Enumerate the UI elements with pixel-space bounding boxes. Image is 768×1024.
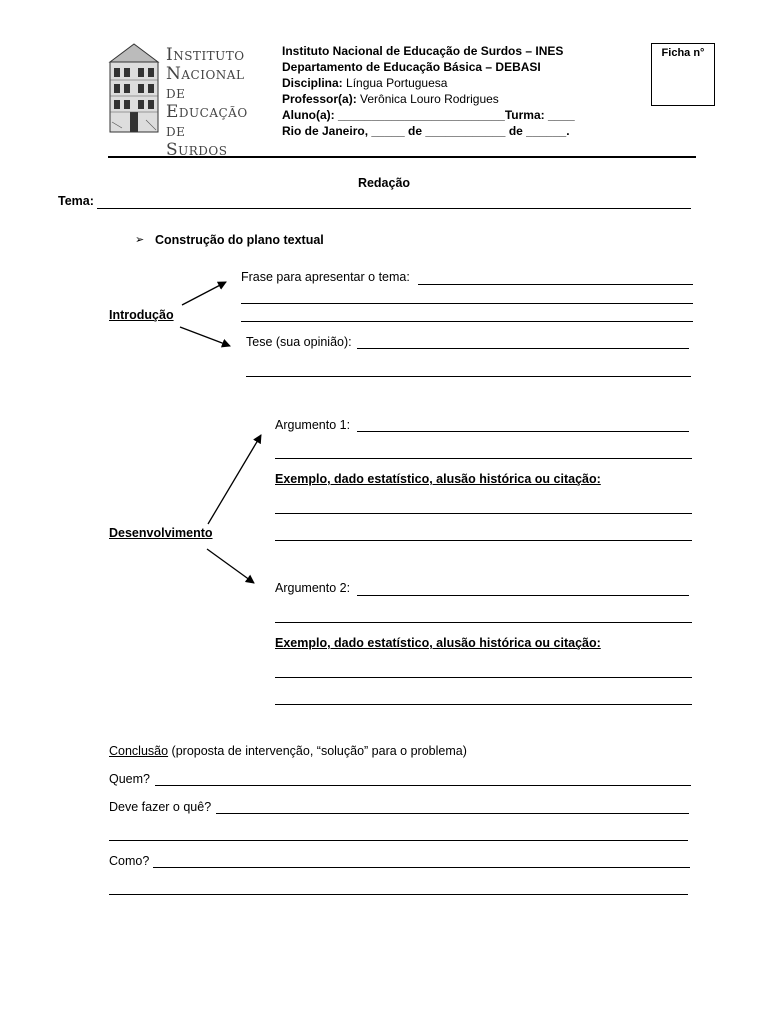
quem-label: Quem?: [109, 772, 150, 786]
argumento-2-label: Argumento 2:: [275, 581, 351, 595]
discipline-value: Língua Portuguesa: [346, 76, 448, 90]
section-heading: Construção do plano textual: [155, 233, 324, 247]
exemplo-2-line[interactable]: [275, 677, 692, 678]
department-name: Departamento de Educação Básica – DEBASI: [282, 60, 541, 74]
tema-field[interactable]: [97, 208, 691, 209]
como-line[interactable]: [109, 894, 688, 895]
frase-label: Frase para apresentar o tema:: [241, 270, 410, 284]
argumento-2-line[interactable]: [275, 622, 692, 623]
date-row[interactable]: Rio de Janeiro, _____ de ____________ de ______.: [282, 124, 570, 138]
exemplo-2-label: Exemplo, dado estatístico, alusão histórica ou citação:: [275, 636, 601, 650]
student-row[interactable]: Aluno(a): _________________________Turma: ____: [282, 108, 575, 122]
bullet-arrow-icon: ➢: [135, 234, 145, 246]
introducao-label: Introdução: [109, 308, 174, 322]
argumento-1-field[interactable]: [357, 431, 689, 432]
ines-logo: [108, 42, 258, 160]
exemplo-1-line[interactable]: [275, 540, 692, 541]
tese-line[interactable]: [246, 376, 691, 377]
deve-line[interactable]: [109, 840, 688, 841]
frase-field[interactable]: [418, 284, 693, 285]
teacher-row: [282, 92, 499, 107]
exemplo-1-label: Exemplo, dado estatístico, alusão histórica ou citação:: [275, 472, 601, 486]
logo-line-1: Instituto: [166, 45, 245, 65]
conclusao-description: (proposta de intervenção, “solução” para o problema): [168, 744, 467, 758]
tema-label: Tema:: [58, 194, 94, 208]
ficha-box[interactable]: [651, 43, 715, 106]
conclusao-label: Conclusão: [109, 744, 169, 758]
teacher-value: Verônica Louro Rodrigues: [360, 92, 499, 106]
como-field[interactable]: [153, 867, 690, 868]
tese-field[interactable]: [357, 348, 689, 349]
deve-label: Deve fazer o quê?: [109, 800, 212, 814]
tese-label: Tese (sua opinião):: [246, 335, 352, 349]
institute-name: Instituto Nacional de Educação de Surdos – INES: [282, 44, 564, 58]
discipline-row: [282, 76, 447, 91]
teacher-label: Professor(a):: [282, 92, 357, 106]
intro-line[interactable]: [241, 303, 693, 304]
conclusao-row: [109, 744, 467, 758]
argumento-2-field[interactable]: [357, 595, 689, 596]
argumento-1-label: Argumento 1:: [275, 418, 351, 432]
logo-line-3: Educação de: [166, 102, 248, 141]
arrow-dev-down: [207, 549, 254, 583]
building-illustration: [108, 42, 160, 134]
argumento-1-line[interactable]: [275, 458, 692, 459]
arrow-intro-down: [180, 327, 230, 346]
header-divider: [108, 156, 696, 158]
quem-field[interactable]: [155, 785, 691, 786]
logo-line-4: Surdos: [166, 140, 228, 160]
discipline-label: Disciplina:: [282, 76, 343, 90]
intro-line[interactable]: [241, 321, 693, 322]
como-label: Como?: [109, 854, 150, 868]
ficha-label: Ficha n°: [661, 47, 705, 59]
document-title: Redação: [357, 176, 411, 190]
arrow-dev-up: [208, 435, 261, 524]
logo-line-2: Nacional de: [166, 64, 245, 103]
desenvolvimento-label: Desenvolvimento: [109, 526, 213, 540]
arrow-intro-up: [182, 282, 226, 305]
exemplo-1-line[interactable]: [275, 513, 692, 514]
exemplo-2-line[interactable]: [275, 704, 692, 705]
deve-field[interactable]: [216, 813, 689, 814]
